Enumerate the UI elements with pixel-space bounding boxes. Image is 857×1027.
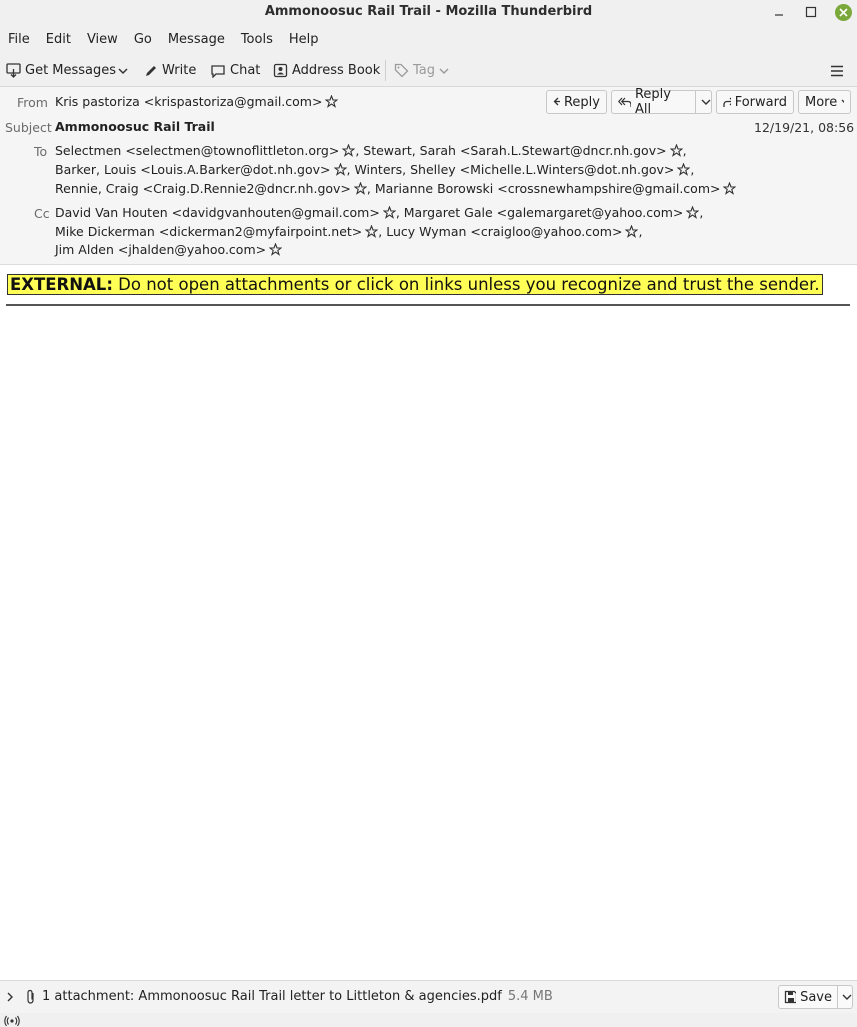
address-book-label: Address Book: [292, 63, 381, 78]
message-date: 12/19/21, 08:56: [754, 120, 855, 135]
minimize-icon: [773, 6, 785, 18]
save-icon: [784, 990, 796, 1004]
chat-icon: [210, 64, 226, 78]
body-divider: [6, 304, 850, 306]
menubar: [0, 24, 857, 55]
cc-line-1: David Van Houten <davidgvanhouten@gmail.com> , Margaret Gale <galemargaret@yahoo.com> ,: [55, 205, 704, 220]
maximize-button[interactable]: [800, 0, 822, 24]
menu-go[interactable]: Go: [133, 32, 152, 47]
forward-icon: [723, 96, 731, 108]
cc-line-3: [55, 242, 282, 257]
to-line-3: Rennie, Craig <Craig.D.Rennie2@dncr.nh.gov> , Marianne Borowski <crossnewhampshire@gmail.com>: [55, 181, 736, 196]
menu-edit[interactable]: Edit: [45, 32, 71, 47]
reply-all-label: Reply All: [634, 87, 671, 117]
recipient[interactable]: Selectmen <selectmen@townoflittleton.org>: [55, 143, 340, 158]
cc-recipient[interactable]: Margaret Gale <galemargaret@yahoo.com>: [403, 205, 684, 220]
menu-help[interactable]: Help: [288, 32, 319, 47]
reply-all-icon: [618, 96, 631, 108]
app-menu-button[interactable]: [829, 55, 845, 86]
cc-label: Cc: [34, 206, 50, 221]
save-label: Save: [800, 989, 832, 1005]
cc-recipient[interactable]: David Van Houten <davidgvanhouten@gmail.com>: [55, 205, 380, 220]
address-book-button[interactable]: [273, 55, 380, 86]
chevron-down-icon: [842, 992, 852, 1002]
close-icon: [839, 8, 848, 17]
recipient[interactable]: Winters, Shelley <Michelle.L.Winters@dot.nh.gov>: [354, 162, 675, 177]
from-field[interactable]: [55, 94, 338, 109]
star-icon[interactable]: [723, 182, 736, 195]
tag-icon: [394, 63, 409, 78]
subject-label: Subject: [5, 120, 52, 135]
recipient[interactable]: Marianne Borowski <crossnewhampshire@gmail.com>: [374, 181, 721, 196]
reply-all-button[interactable]: [611, 87, 712, 117]
chevron-down-icon: [117, 65, 129, 77]
write-label: Write: [162, 63, 197, 78]
subject-value: Ammonoosuc Rail Trail: [55, 119, 215, 134]
star-icon[interactable]: [677, 163, 690, 176]
attachment-size: 5.4 MB: [507, 989, 553, 1004]
star-icon[interactable]: [670, 144, 683, 157]
star-icon[interactable]: [383, 206, 396, 219]
more-button[interactable]: [798, 90, 851, 114]
chat-button[interactable]: [210, 55, 260, 86]
write-button[interactable]: [144, 55, 196, 86]
status-bar: [0, 1013, 857, 1027]
get-messages-dropdown[interactable]: [117, 55, 129, 86]
banner-text: Do not open attachments or click on links unless you recognize and trust the sender.: [112, 275, 820, 294]
get-messages-label: Get Messages: [25, 63, 117, 78]
save-dropdown[interactable]: [837, 986, 852, 1008]
close-button[interactable]: [832, 0, 854, 24]
to-line-2: Barker, Louis <Louis.A.Barker@dot.nh.gov> , Winters, Shelley <Michelle.L.Winters@dot.nh.gov> ,: [55, 162, 695, 177]
star-icon[interactable]: [269, 243, 282, 256]
get-messages-icon: [6, 63, 21, 78]
toolbar-separator: [385, 60, 386, 81]
menu-file[interactable]: File: [8, 32, 30, 47]
save-attachment-button[interactable]: [778, 985, 853, 1009]
more-label: More: [805, 94, 838, 110]
attachment-summary-text: 1 attachment: Ammonoosuc Rail Trail letter to Littleton & agencies.pdf: [42, 989, 502, 1004]
menu-tools[interactable]: Tools: [240, 32, 273, 47]
reply-all-dropdown[interactable]: [695, 91, 711, 113]
tag-button[interactable]: [394, 55, 449, 86]
attachment-summary[interactable]: [42, 989, 553, 1004]
chevron-down-icon: [841, 97, 844, 107]
star-icon[interactable]: [354, 182, 367, 195]
menu-view[interactable]: View: [86, 32, 118, 47]
chevron-down-icon: [701, 97, 711, 107]
star-icon[interactable]: [334, 163, 347, 176]
forward-button[interactable]: [716, 90, 794, 114]
attachment-bar: [0, 980, 857, 1013]
tag-label: Tag: [413, 63, 436, 78]
get-messages-button[interactable]: [6, 55, 116, 86]
to-line-1: Selectmen <selectmen@townoflittleton.org> , Stewart, Sarah <Sarah.L.Stewart@dncr.nh.gov> ,: [55, 143, 687, 158]
star-icon[interactable]: [365, 225, 378, 238]
paperclip-icon: [25, 989, 37, 1005]
reply-icon: [553, 96, 560, 108]
main-toolbar: [0, 55, 857, 87]
star-icon[interactable]: [325, 95, 338, 108]
reply-label: Reply: [563, 94, 600, 110]
chevron-down-icon: [439, 66, 449, 76]
reply-button[interactable]: [546, 90, 607, 114]
menu-message[interactable]: Message: [167, 32, 225, 47]
star-icon[interactable]: [342, 144, 355, 157]
recipient[interactable]: Stewart, Sarah <Sarah.L.Stewart@dncr.nh.gov>: [363, 143, 667, 158]
chevron-right-icon[interactable]: [5, 991, 15, 1003]
hamburger-menu-icon: [829, 64, 845, 78]
minimize-button[interactable]: [768, 0, 790, 24]
from-label: From: [17, 95, 48, 110]
window-title: Ammonoosuc Rail Trail - Mozilla Thunderbird: [264, 4, 593, 19]
to-label: To: [34, 144, 48, 159]
address-book-icon: [273, 63, 288, 78]
cc-recipient[interactable]: Mike Dickerman <dickerman2@myfairpoint.net>: [55, 224, 363, 239]
external-warning-banner: [7, 274, 823, 295]
cc-recipient[interactable]: Jim Alden <jhalden@yahoo.com>: [55, 242, 267, 257]
window-titlebar: [0, 0, 857, 24]
from-value: Kris pastoriza <krispastoriza@gmail.com>: [55, 94, 323, 109]
star-icon[interactable]: [625, 225, 638, 238]
cc-recipient[interactable]: Lucy Wyman <craigloo@yahoo.com>: [386, 224, 623, 239]
star-icon[interactable]: [686, 206, 699, 219]
recipient[interactable]: Barker, Louis <Louis.A.Barker@dot.nh.gov>: [55, 162, 331, 177]
chat-label: Chat: [230, 63, 261, 78]
pencil-icon: [144, 64, 158, 78]
banner-label: EXTERNAL:: [10, 275, 113, 294]
recipient[interactable]: Rennie, Craig <Craig.D.Rennie2@dncr.nh.gov>: [55, 181, 351, 196]
online-status-icon[interactable]: [4, 1015, 20, 1026]
cc-line-2: Mike Dickerman <dickerman2@myfairpoint.net> , Lucy Wyman <craigloo@yahoo.com> ,: [55, 224, 643, 239]
forward-label: Forward: [734, 94, 787, 110]
maximize-icon: [805, 6, 817, 18]
